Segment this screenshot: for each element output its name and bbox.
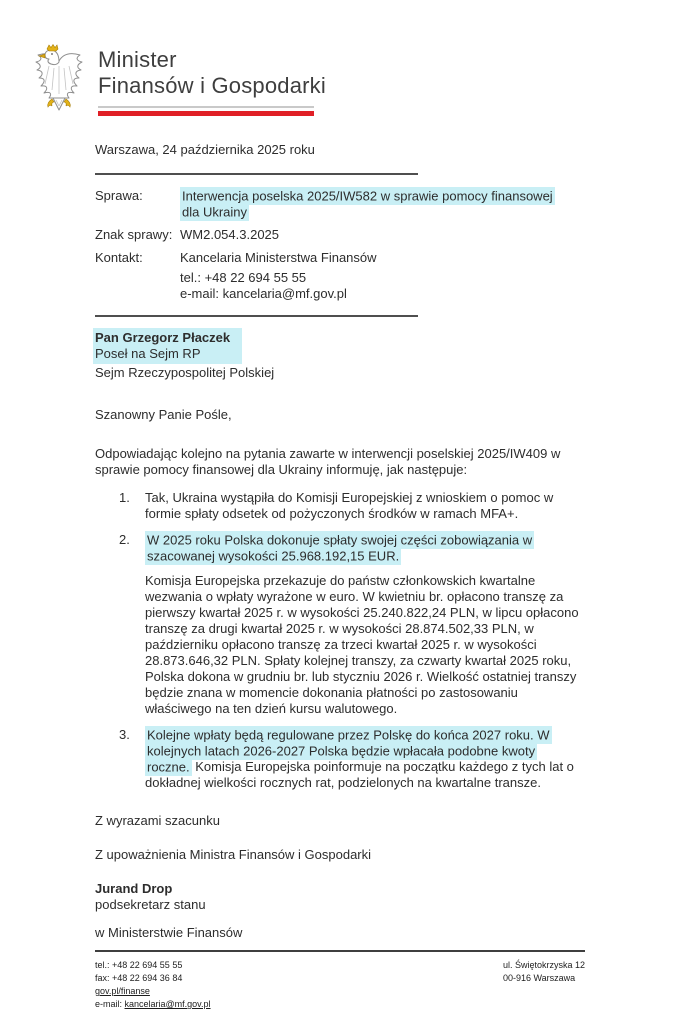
list-item-3-number: 3. <box>119 727 130 742</box>
list-item-3-text <box>145 727 581 791</box>
contact-label: Kontakt: <box>95 250 143 265</box>
flag-stripe <box>98 106 314 116</box>
footer-address-column <box>503 959 585 1011</box>
footer-email-link[interactable]: kancelaria@mf.gov.pl <box>124 999 211 1009</box>
list-item-3-highlight: Kolejne wpłaty będą regulowane przez Polskę do końca 2027 roku. W kolejnych latach 2026-2027 Polska będzie wpłacała podobne kwoty roczne. <box>147 727 550 774</box>
contact-email: e-mail: kancelaria@mf.gov.pl <box>180 286 347 301</box>
reference-value: WM2.054.3.2025 <box>180 227 280 242</box>
list-item-1 <box>95 490 588 522</box>
divider-top <box>95 173 418 175</box>
addressee-name: Pan Grzegorz Płaczek <box>95 330 231 345</box>
flag-stripe-red <box>98 111 314 116</box>
subject-value-highlight: Interwencja poselska 2025/IW582 w sprawie pomocy finansowej dla Ukrainy <box>182 188 553 219</box>
addressee-institution: Sejm Rzeczypospolitej Polskiej <box>95 365 275 380</box>
list-item-3 <box>95 727 588 791</box>
addressee-highlight <box>93 328 242 364</box>
list-item-1-text: Tak, Ukraina wystąpiła do Komisji Europejskiej z wnioskiem o pomoc w formie spłaty odsetek od pożyczonych środków w ramach MFA+. <box>145 490 554 521</box>
footer-contact-column <box>95 959 211 1011</box>
salutation: Szanowny Panie Pośle, <box>95 407 232 422</box>
footer-address-city: 00-916 Warszawa <box>502 973 576 983</box>
addressee-title: Poseł na Sejm RP <box>95 346 201 361</box>
closing-regards: Z wyrazami szacunku <box>95 813 220 828</box>
list-item-1-number: 1. <box>119 490 130 505</box>
signer-name: Jurand Drop <box>95 881 173 896</box>
divider-addressee <box>95 315 418 317</box>
contact-phone: tel.: +48 22 694 55 55 <box>180 270 307 285</box>
divider-footer <box>95 950 585 952</box>
ministry-title-line2: Finansów i Gospodarki <box>98 73 326 98</box>
ministry-title <box>98 44 326 116</box>
subject-label: Sprawa: <box>95 188 143 203</box>
subject-row <box>95 188 588 220</box>
footer <box>95 959 585 1011</box>
closing-authorization: Z upoważnienia Ministra Finansów i Gospodarki <box>95 847 372 862</box>
reference-row <box>95 227 588 243</box>
reference-label: Znak sprawy: <box>95 227 173 242</box>
signer-title: podsekretarz stanu <box>95 897 206 912</box>
signer-organization: w Ministerstwie Finansów <box>95 925 243 940</box>
list-item-2-highlight: W 2025 roku Polska dokonuje spłaty swojej części zobowiązania w szacowanej wysokości 25.968.192,15 EUR. <box>147 532 533 563</box>
signer-block <box>95 881 588 913</box>
footer-email-label: e-mail: <box>95 999 125 1009</box>
list-item-2-detail: Komisja Europejska przekazuje do państw członkowskich kwartalne wezwania o wpłaty wyrażone w euro. W kwietniu br. opłacono transzę za pierwszy kwartał 2025 r. w wysokości 25.240.822,24 PLN, w lipcu opłacono transzę za drugi kwartał 2025 r. w wysokości 28.874.502,33 PLN, w październiku opłacono transzę za trzeci kwartał 2025 r. w wysokości 28.873.646,32 PLN. Spłaty kolejnej transzy, za czwarty kwartał 2025 roku, Polska dokona w grudniu br. lub styczniu 2026 r. Wielkość ostatniej transzy będzie znana w momencie dokonania płatności po zastosowaniu właściwego na ten dzień kursu walutowego. <box>145 573 579 716</box>
contact-row <box>95 250 588 266</box>
meta-block <box>95 188 588 302</box>
list-item-3-rest: Komisja Europejska poinformuje na początku każdego z tych lat o dokładnej wielkości rocznych rat, podzielonych na kwartalne transze. <box>145 759 574 790</box>
list-item-2 <box>95 532 588 564</box>
intro-paragraph: Odpowiadając kolejno na pytania zawarte w interwencji poselskiej 2025/IW409 w sprawie pomocy finansowej dla Ukrainy informuję, jak następuje: <box>95 446 561 477</box>
contact-value: Kancelaria Ministerstwa Finansów <box>180 250 377 265</box>
list-item-2-text <box>145 532 581 564</box>
dateline: Warszawa, 24 października 2025 roku <box>95 142 315 157</box>
polish-eagle-emblem-icon <box>28 44 90 114</box>
subject-value-wrap <box>180 188 572 220</box>
footer-address-street: ul. Świętokrzyska 12 <box>502 960 585 970</box>
footer-phone: tel.: +48 22 694 55 55 <box>95 960 183 970</box>
list-item-2-number: 2. <box>119 532 130 547</box>
addressee-block <box>95 328 588 381</box>
answer-list <box>95 490 588 791</box>
ministry-title-line1: Minister <box>98 47 177 72</box>
letterhead <box>28 44 683 116</box>
footer-website-link[interactable]: gov.pl/finanse <box>95 986 150 996</box>
footer-fax: fax: +48 22 694 36 84 <box>95 973 183 983</box>
contact-details <box>180 270 588 302</box>
